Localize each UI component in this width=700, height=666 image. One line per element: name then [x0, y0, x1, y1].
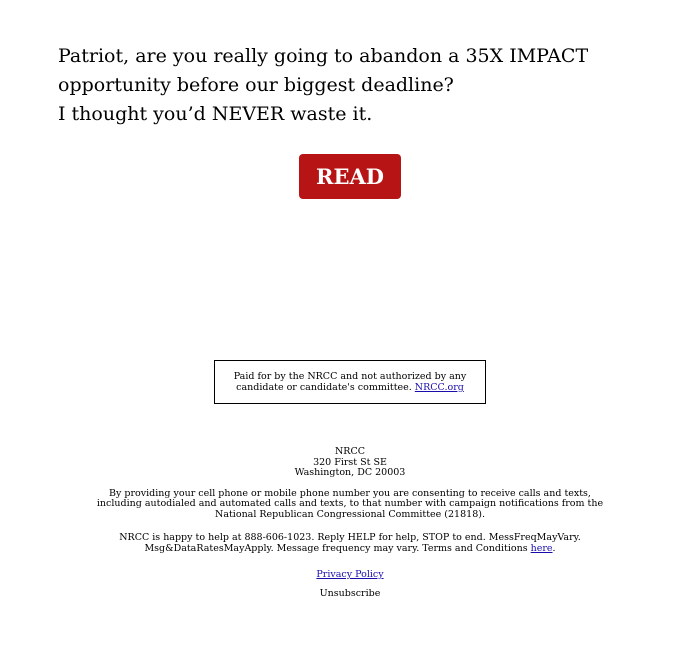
read-button[interactable]: READ — [299, 154, 401, 199]
sms-consent-text: By providing your cell phone or mobile phone number you are consenting to receive calls and texts, including autodialed and automated calls and texts, to that number with campaign notifications from the National Republican Congressional Committee (21818). — [96, 487, 604, 520]
headline-line-1: Patriot, are you really going to abandon a 35X IMPACT — [58, 45, 589, 67]
terms-suffix: . — [552, 542, 556, 554]
privacy-row — [95, 570, 605, 581]
headline-line-2: opportunity before our biggest deadline? — [58, 74, 454, 96]
nrcc-org-link[interactable]: NRCC.org — [414, 382, 464, 393]
headline — [58, 42, 658, 129]
paid-for-disclaimer — [214, 360, 486, 404]
privacy-policy-link[interactable]: Privacy Policy — [316, 569, 384, 580]
paid-for-line-2: candidate or candidate's committee. — [236, 382, 415, 393]
terms-link[interactable]: here — [530, 542, 553, 554]
address-street: 320 First St SE — [313, 456, 387, 468]
headline-line-3: I thought you’d NEVER waste it. — [58, 103, 373, 125]
paid-for-text — [215, 361, 485, 393]
address-org: NRCC — [334, 446, 365, 457]
cta-container — [0, 154, 700, 199]
mailing-address — [95, 447, 605, 479]
sms-help-text — [95, 533, 605, 554]
footer — [95, 447, 605, 599]
address-city: Washington, DC 20003 — [294, 467, 406, 478]
unsubscribe-link[interactable]: Unsubscribe — [319, 587, 381, 599]
help-text-body: NRCC is happy to help at 888-606-1023. Reply HELP for help, STOP to end. MessFreqMayVary. Msg&DataRatesMayApply. Message frequency may vary. Terms and Conditions — [119, 532, 581, 554]
paid-for-line-1: Paid for by the NRCC and not authorized by any — [233, 371, 467, 382]
